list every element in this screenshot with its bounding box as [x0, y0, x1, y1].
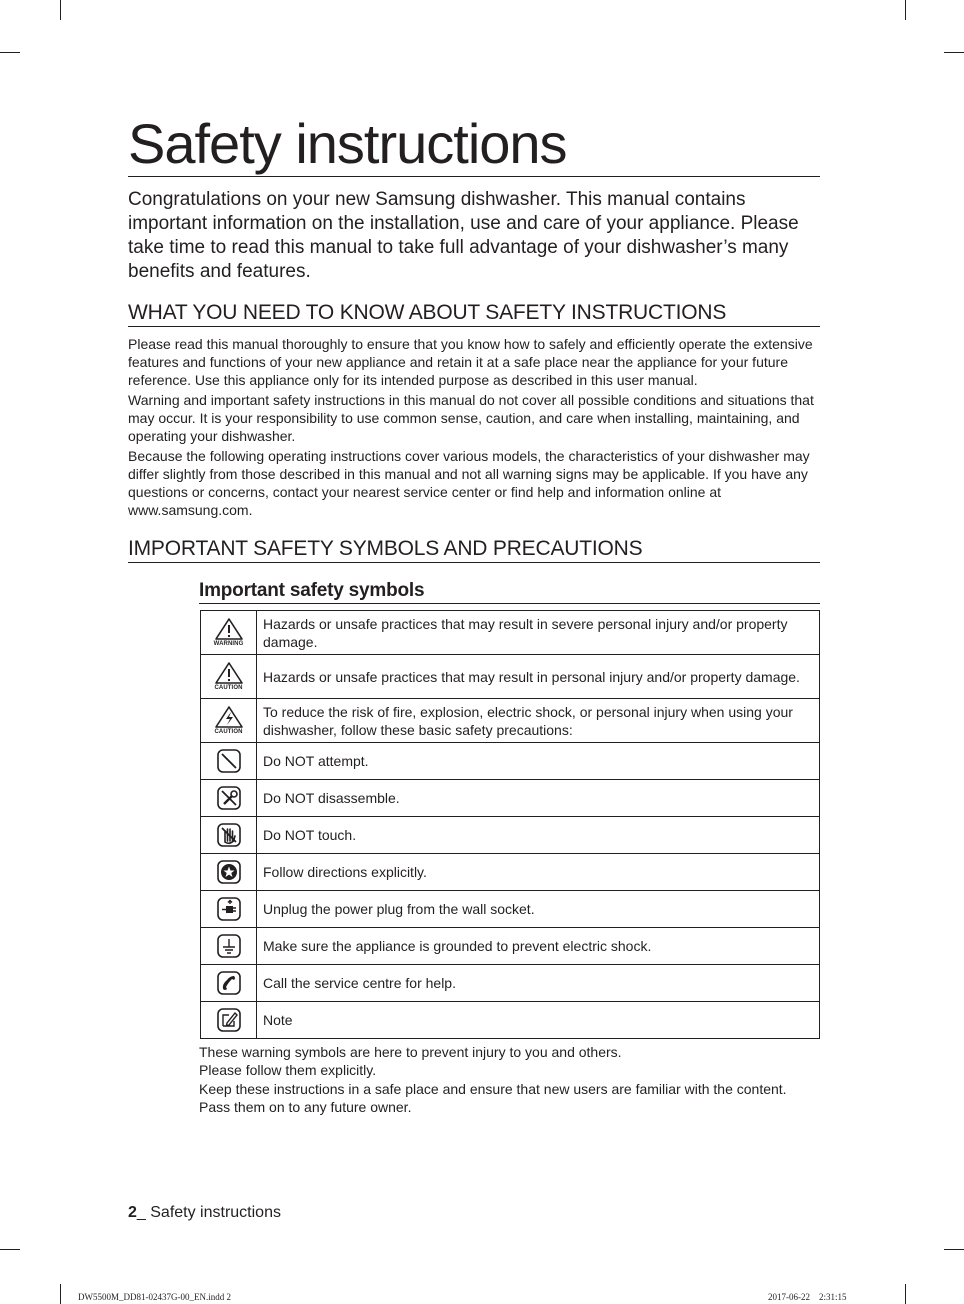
table-row [201, 1002, 820, 1039]
table-row [201, 817, 820, 854]
crop-mark [0, 1249, 20, 1250]
symbol-description: Hazards or unsafe practices that may result in personal injury and/or property damage. [257, 655, 820, 699]
warning-triangle-icon [201, 618, 256, 648]
symbol-description: Note [257, 1002, 820, 1039]
section-heading-safety-symbols: IMPORTANT SAFETY SYMBOLS AND PRECAUTIONS [128, 536, 820, 563]
body-paragraph: Please read this manual thoroughly to ensure that you know how to safely and efficiently operate the extensive features and functions of your new appliance and retain it at a safe place near the appliance for your future reference. Use this appliance only for its intended purpose as described in this user manual. [128, 336, 813, 388]
icon-label: WARNING [213, 640, 244, 647]
intro-paragraph: Congratulations on your new Samsung dishwasher. This manual contains important information on the installation, use and care of your appliance. Please take time to read this manual to take full advantage of your dishwasher’s many benefits and features. [128, 189, 799, 282]
table-row [201, 965, 820, 1002]
crop-mark [0, 52, 20, 53]
unplug-icon [201, 896, 256, 922]
symbol-description: To reduce the risk of fire, explosion, electric shock, or personal injury when using your dishwasher, follow these basic safety precautions: [257, 699, 820, 743]
crop-mark [905, 1284, 906, 1304]
table-row [201, 780, 820, 817]
slug-filename: DW5500M_DD81-02437G-00_EN.indd 2 [78, 1292, 231, 1302]
do-not-disassemble-icon [201, 785, 256, 811]
symbol-description: Unplug the power plug from the wall socket. [257, 891, 820, 928]
ground-icon [201, 933, 256, 959]
icon-label: CAUTION [214, 728, 243, 735]
caution-triangle-icon [201, 662, 256, 692]
symbol-description: Call the service centre for help. [257, 965, 820, 1002]
symbol-description: Follow directions explicitly. [257, 854, 820, 891]
body-paragraph: Because the following operating instructions cover various models, the characteristics of your dishwasher may differ slightly from those described in this manual and not all warning signs may be applicable. If you have any questions or concerns, contact your nearest service center or find help and information online at www.samsung.com. [128, 448, 810, 518]
crop-mark [944, 1249, 964, 1250]
follow-directions-icon [201, 859, 256, 885]
symbol-description: Hazards or unsafe practices that may result in severe personal injury and/or property damage. [257, 611, 820, 655]
table-row [201, 655, 820, 699]
table-row [201, 928, 820, 965]
crop-mark [905, 0, 906, 20]
note-line: Keep these instructions in a safe place and ensure that new users are familiar with the content. [199, 1081, 787, 1097]
section-heading-what-you-need: WHAT YOU NEED TO KNOW ABOUT SAFETY INSTRUCTIONS [128, 300, 820, 327]
crop-mark [944, 52, 964, 53]
symbol-description: Do NOT disassemble. [257, 780, 820, 817]
page-number: 2 [128, 1204, 137, 1221]
do-not-touch-icon [201, 822, 256, 848]
note-line: Please follow them explicitly. [199, 1062, 377, 1078]
slug-timestamp: 2017-06-22 2:31:15 [768, 1292, 847, 1302]
table-row [201, 891, 820, 928]
body-paragraph: Warning and important safety instructions in this manual do not cover all possible conditions and situations that may occur. It is your responsibility to use common sense, caution, and care when installing, maintaining, and operating your dishwasher. [128, 392, 814, 444]
call-service-icon [201, 970, 256, 996]
note-line: These warning symbols are here to prevent injury to you and others. [199, 1044, 622, 1060]
symbol-description: Make sure the appliance is grounded to prevent electric shock. [257, 928, 820, 965]
icon-label: CAUTION [214, 684, 243, 691]
symbol-description: Do NOT attempt. [257, 743, 820, 780]
table-row [201, 699, 820, 743]
safety-symbols-table [200, 610, 820, 1039]
table-row [201, 743, 820, 780]
do-not-attempt-icon [201, 748, 256, 774]
crop-mark [60, 1284, 61, 1304]
caution-electric-triangle-icon [201, 706, 256, 736]
crop-mark [60, 0, 61, 20]
footer-section-name: Safety instructions [150, 1204, 281, 1221]
footer-separator: _ [136, 1204, 151, 1221]
note-icon [201, 1007, 256, 1033]
symbol-description: Do NOT touch. [257, 817, 820, 854]
page-title: Safety instructions [128, 112, 820, 177]
table-row [201, 611, 820, 655]
note-line: Pass them on to any future owner. [199, 1099, 412, 1115]
subheading-important-safety-symbols: Important safety symbols [199, 579, 820, 604]
table-row [201, 854, 820, 891]
page-footer [128, 1203, 281, 1223]
